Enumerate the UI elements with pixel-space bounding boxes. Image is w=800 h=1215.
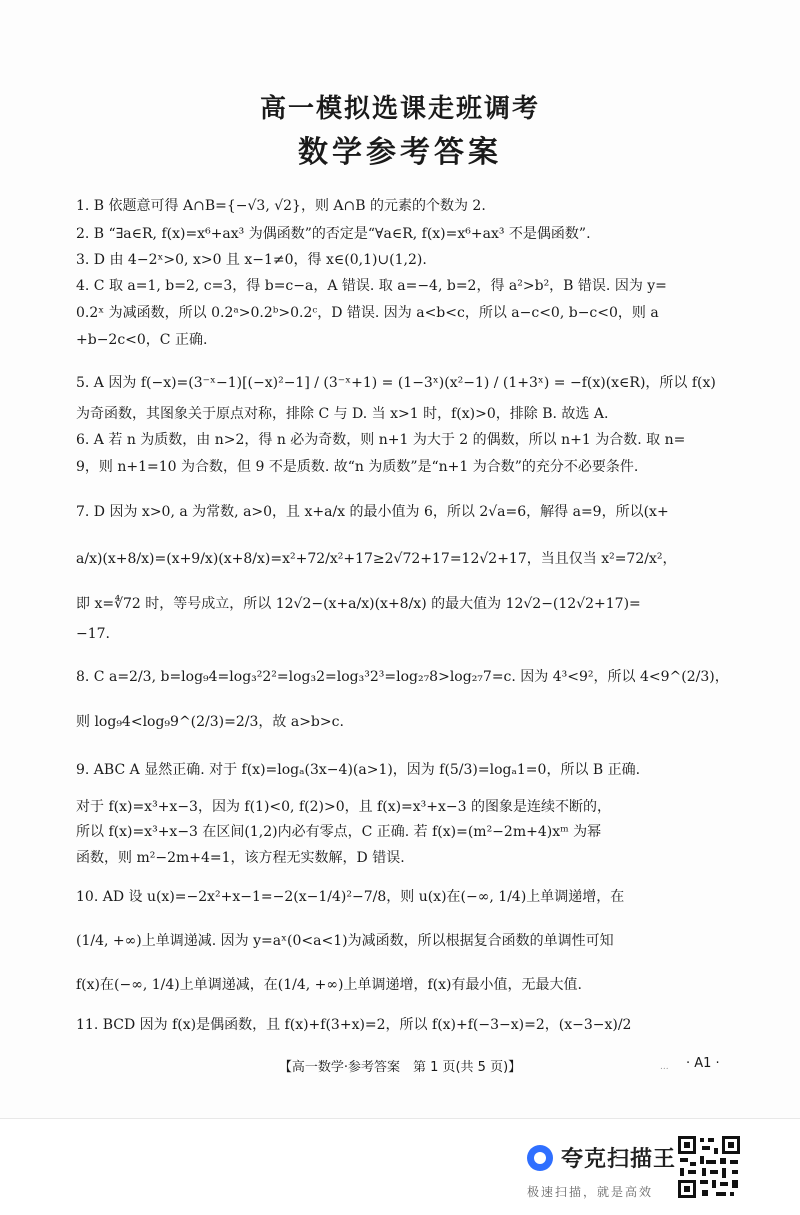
answer-line: 即 x=∜72 时，等号成立，所以 12√2−(x+a/x)(x+8/x) 的最大值为 12√2−(12√2+17)=: [76, 596, 641, 612]
scanner-watermark: [527, 1142, 676, 1173]
answer-line: 9. ABC A 显然正确. 对于 f(x)=logₐ(3x−4)(a>1)，因为 f(5/3)=logₐ1=0，所以 B 正确.: [76, 762, 641, 778]
brand-logo-icon: [527, 1145, 553, 1171]
footer-mark: ...: [660, 1062, 669, 1072]
answer-line: 11. BCD 因为 f(x)是偶函数，且 f(x)+f(3+x)=2，所以 f(x)+f(−3−x)=2，(x−3−x)/2: [76, 1017, 632, 1033]
answer-line: f(x)在(−∞, 1/4)上单调递减，在(1/4, +∞)上单调递增，f(x)有最小值，无最大值.: [76, 977, 582, 993]
answer-line: 8. C a=2/3, b=log₉4=log₃²2²=log₃2=log₃³2³=log₂₇8>log₂₇7=c. 因为 4³<9²，所以 4<9^(2/3)，: [76, 669, 729, 685]
answer-line: 10. AD 设 u(x)=−2x²+x−1=−2(x−1/4)²−7/8，则 u(x)在(−∞, 1/4)上单调递增，在: [76, 889, 625, 905]
answer-line: 对于 f(x)=x³+x−3，因为 f(1)<0, f(2)>0，且 f(x)=x³+x−3 的图象是连续不断的，: [76, 799, 612, 815]
qr-code-icon: [676, 1134, 742, 1200]
answer-line: 1. B 依题意可得 A∩B={−√3, √2}，则 A∩B 的元素的个数为 2.: [76, 198, 486, 214]
brand-slogan: 极速扫描，就是高效: [527, 1185, 654, 1199]
answer-line: a/x)(x+8/x)=(x+9/x)(x+8/x)=x²+72/x²+17≥2√72+17=12√2+17，当且仅当 x²=72/x²，: [76, 551, 677, 567]
brand-name: 夸克扫描王: [561, 1147, 677, 1172]
answer-line: 所以 f(x)=x³+x−3 在区间(1,2)内必有零点，C 正确. 若 f(x)=(m²−2m+4)xᵐ 为幂: [76, 824, 602, 840]
document-subtitle: 数学参考答案: [298, 135, 502, 170]
answer-line: +b−2c<0，C 正确.: [76, 332, 208, 348]
answer-line: 0.2ˣ 为减函数，所以 0.2ᵃ>0.2ᵇ>0.2ᶜ，D 错误. 因为 a<b<c，所以 a−c<0, b−c<0，则 a: [76, 305, 659, 321]
answer-line: 则 log₉4<log₉9^(2/3)=2/3，故 a>b>c.: [76, 714, 344, 730]
answer-line: 函数，则 m²−2m+4=1，该方程无实数解，D 错误.: [76, 850, 405, 866]
divider: [0, 1118, 800, 1119]
answer-line: (1/4, +∞)上单调递减. 因为 y=aˣ(0<a<1)为减函数，所以根据复合函数的单调性可知: [76, 933, 614, 949]
answer-line: 9，则 n+1=10 为合数，但 9 不是质数. 故“n 为质数”是“n+1 为合数”的充分不必要条件.: [76, 459, 639, 475]
answer-line: 7. D 因为 x>0, a 为常数, a>0，且 x+a/x 的最小值为 6，所以 2√a=6，解得 a=9，所以(x+: [76, 504, 669, 520]
document-title: 高一模拟选课走班调考: [259, 94, 540, 124]
answer-line: 6. A 若 n 为质数，由 n>2，得 n 必为奇数，则 n+1 为大于 2 的偶数，所以 n+1 为合数. 取 n=: [76, 432, 686, 448]
answer-line: 3. D 由 4−2ˣ>0, x>0 且 x−1≠0，得 x∈(0,1)∪(1,2).: [76, 252, 427, 268]
answer-line: 为奇函数，其图象关于原点对称，排除 C 与 D. 当 x>1 时，f(x)>0，排除 B. 故选 A.: [76, 406, 609, 422]
page-footer: 【高一数学·参考答案 第 1 页(共 5 页)】: [278, 1060, 522, 1075]
answer-line: 2. B “∃a∈R, f(x)=x⁶+ax³ 为偶函数”的否定是“∀a∈R, f(x)=x⁶+ax³ 不是偶函数”.: [76, 226, 591, 242]
answer-line: −17.: [76, 626, 110, 642]
answer-line: 4. C 取 a=1, b=2, c=3，得 b=c−a，A 错误. 取 a=−4, b=2，得 a²>b²，B 错误. 因为 y=: [76, 278, 667, 294]
answer-line: 5. A 因为 f(−x)=(3⁻ˣ−1)[(−x)²−1] / (3⁻ˣ+1) = (1−3ˣ)(x²−1) / (1+3ˣ) = −f(x)(x∈R)，所以 f(x): [76, 375, 716, 391]
page-code: · A1 ·: [686, 1056, 720, 1071]
